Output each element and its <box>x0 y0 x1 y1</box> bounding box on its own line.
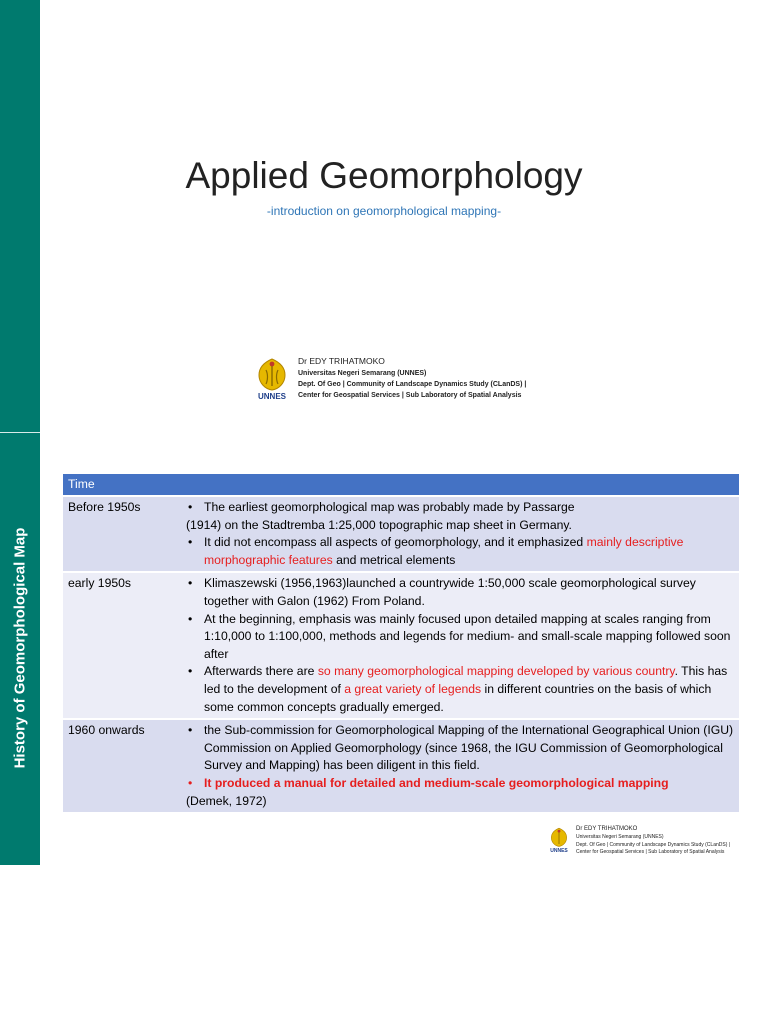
sidebar-divider <box>0 432 40 433</box>
history-table <box>63 474 739 812</box>
sidebar <box>0 0 40 865</box>
row-time: 1960 onwards <box>63 719 181 812</box>
text: Afterwards there are <box>204 664 318 679</box>
bullet-item <box>186 534 734 569</box>
column-header-time: Time <box>63 474 181 496</box>
unnes-emblem-icon <box>549 826 569 848</box>
author-block <box>254 356 526 406</box>
footer-author-name: Dr EDY TRIHATMOKO <box>576 826 638 832</box>
bullet-item <box>186 775 734 793</box>
logo-text: UNNES <box>257 392 286 401</box>
bullet-item <box>186 663 734 716</box>
highlight-text: so many geomorphological mapping developed by various country <box>317 664 675 679</box>
table-header-row <box>63 474 739 496</box>
column-header-description <box>181 474 739 496</box>
table-row <box>63 719 739 812</box>
footer-center: Center for Geospatial Services | Sub Laboratory of Spatial Analysis <box>576 849 725 856</box>
bullet-item: • At the beginning, emphasis was mainly focused upon detailed mapping at scales ranging from 1:10,000 to 1:100,000, methods and legends for medium- and small-scale mapping followed soon after <box>186 611 734 664</box>
highlight-text: a great variety of legends <box>344 681 482 696</box>
highlight-text: It produced a manual for detailed and medium-scale geomorphological mapping <box>204 775 669 790</box>
author-center: Center for Geospatial Services | Sub Laboratory of Spatial Analysis <box>298 392 522 399</box>
author-affiliation: Universitas Negeri Semarang (UNNES) <box>298 370 427 377</box>
author-department: Dept. Of Geo | Community of Landscape Dynamics Study (CLanDS) | <box>298 381 527 388</box>
unnes-emblem-icon <box>255 356 289 392</box>
text: . This has led to the development of <box>204 664 728 696</box>
bullet-item: • The earliest geomorphological map was probably made by Passarge <box>186 499 734 517</box>
footer-unnes-logo <box>548 826 570 858</box>
text: in different countries on the basis of which some common concepts gradually emerged. <box>204 681 712 714</box>
bullet-continuation: (1914) on the Stadtremba 1:25,000 topographic map sheet in Germany. <box>186 517 572 532</box>
footer-logo-text: UNNES <box>550 848 568 854</box>
row-description <box>181 572 739 719</box>
table-row <box>63 496 739 572</box>
author-name: Dr EDY TRIHATMOKO <box>298 356 385 366</box>
bullet-item: • the Sub-commission for Geomorphological Mapping of the International Geographical Union (IGU) Commission on Applied Geomorphology (since 1968, the IGU Commission of Geomorphological Survey and Mapping) has been diligent in this field. <box>186 722 734 775</box>
bullet-continuation: (Demek, 1972) <box>186 793 267 808</box>
highlight-text: mainly descriptive morphographic features <box>204 535 684 567</box>
row-time: Before 1950s <box>63 496 181 572</box>
footer-affiliation: Universitas Negeri Semarang (UNNES) <box>576 833 664 840</box>
unnes-logo <box>254 356 290 406</box>
row-description <box>181 496 739 572</box>
footer-department: Dept. Of Geo | Community of Landscape Dynamics Study (CLanDS) | <box>576 841 731 848</box>
text: It did not encompass all aspects of geomorphology, and it emphasized <box>204 535 587 550</box>
row-time: early 1950s <box>63 572 181 719</box>
row-description <box>181 719 739 812</box>
page-title: Applied Geomorphology <box>185 155 583 196</box>
table-row <box>63 572 739 719</box>
page-subtitle: -introduction on geomorphological mapping- <box>266 204 502 218</box>
bullet-item: • Klimaszewski (1956,1963)launched a countrywide 1:50,000 scale geomorphological survey together with Galon (1962) From Poland. <box>186 575 734 610</box>
text: and metrical elements <box>332 552 456 567</box>
footer-author-block <box>548 826 730 858</box>
sidebar-title: History of Geomorphological Map <box>11 527 29 769</box>
